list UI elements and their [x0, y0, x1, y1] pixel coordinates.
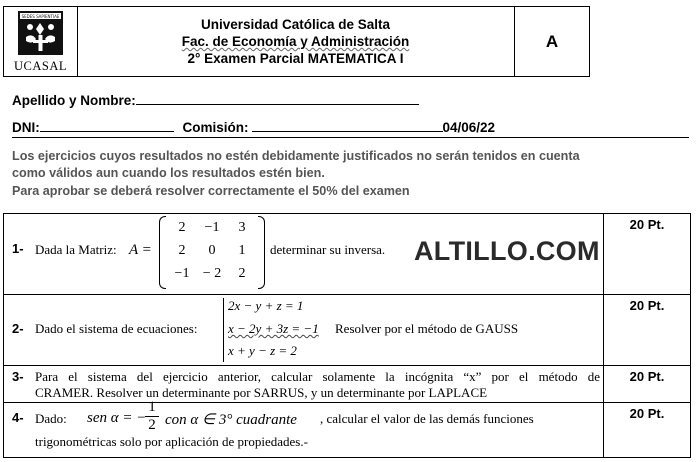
exercise-row	[4, 295, 691, 366]
matrix-bracket-right	[258, 216, 265, 289]
matrix-cell: 3	[238, 220, 246, 235]
matrix-A	[159, 214, 265, 289]
exam-date: 04/06/22	[442, 120, 496, 135]
instruction-line: Los ejercicios cuyos resultados no estén debidamente justificados no serán tenidos en cuenta	[12, 149, 580, 163]
exercise-points: 20 Pt.	[604, 366, 691, 403]
exam-header	[3, 6, 590, 77]
name-label: Apellido y Nombre:	[12, 93, 136, 108]
university-name: Universidad Católica de Salta	[200, 17, 391, 32]
exercise-1	[4, 214, 604, 295]
formula: sen α = −	[87, 410, 147, 426]
watermark: ALTILLO.COM	[414, 236, 600, 266]
matrix-cell: 2	[178, 243, 186, 258]
exercise-text: trigonométricas solo por aplicación de propiedades.-	[35, 434, 308, 449]
dni-row	[12, 119, 495, 135]
exercise-3	[4, 366, 604, 403]
exam-title: 2° Examen Parcial MATEMATICA I	[187, 51, 404, 66]
matrix-cell: 2	[238, 266, 246, 281]
instructions	[12, 148, 697, 200]
exercise-points: 20 Pt.	[604, 214, 691, 295]
dni-label: DNI:	[12, 120, 40, 135]
commission-field[interactable]	[252, 119, 443, 132]
exercise-text: determinar su inversa.	[270, 242, 386, 257]
exercise-row	[4, 366, 691, 403]
exercise-number: 1-	[12, 241, 24, 256]
exercise-2	[4, 295, 604, 366]
instruction-line: como válidos aun cuando los resultados estén bien.	[12, 166, 325, 180]
exercise-points: 20 Pt.	[604, 295, 691, 366]
matrix-bracket-left	[159, 216, 166, 289]
dni-field[interactable]	[40, 119, 174, 132]
matrix-cell: −1	[204, 220, 220, 235]
exercise-text: Dado el sistema de ecuaciones:	[35, 321, 198, 336]
matrix-cell: 0	[208, 243, 216, 258]
exercise-text: Dada la Matriz:	[35, 242, 117, 257]
shield-icon	[4, 7, 77, 63]
exercise-row	[4, 214, 691, 295]
divider	[12, 137, 689, 138]
name-field[interactable]	[136, 92, 419, 105]
exercise-text: CRAMER. Resolver un determinante por SARRUS, y un determinante por LAPLACE	[35, 385, 488, 400]
commission-label: Comisión:	[182, 120, 249, 135]
equation: x − 2y + 3z = −1	[228, 321, 319, 336]
exercise-text: Para el sistema del ejercicio anterior, calcular solamente la incógnita “x” por el método de	[35, 369, 600, 384]
exercise-row	[4, 403, 691, 458]
equation: x + y − z = 2	[228, 343, 297, 358]
logo-caption: UCASAL	[13, 59, 67, 73]
exercise-text: Resolver por el método de GAUSS	[335, 321, 519, 336]
exercise-number: 2-	[12, 321, 24, 336]
exercise-number: 4-	[12, 410, 24, 425]
exercise-text: Dado:	[35, 411, 67, 426]
exercise-number: 3-	[12, 369, 24, 384]
matrix-cell: −1	[174, 266, 190, 281]
university-logo	[4, 7, 78, 76]
fraction	[145, 399, 159, 434]
matrix-cell: − 2	[202, 266, 222, 281]
matrix-cell: 2	[178, 220, 186, 235]
exam-version: A	[545, 31, 559, 51]
system-brace	[223, 298, 224, 362]
fraction-numerator: 1	[145, 399, 159, 417]
equation: 2x − y + z = 1	[228, 298, 304, 313]
name-row	[12, 92, 419, 108]
matrix-cell: 1	[238, 243, 246, 258]
exercise-text: , calcular el valor de las demás funciones	[320, 411, 534, 426]
formula: con α ∈ 3° cuadrante	[165, 412, 297, 428]
faculty-name: Fac. de Economía y Administración	[181, 34, 410, 49]
instruction-line: Para aprobar se deberá resolver correctamente el 50% del examen	[12, 184, 410, 198]
header-titles	[77, 7, 515, 76]
exercise-4	[4, 399, 604, 458]
exercise-table	[3, 213, 691, 458]
matrix-name: A =	[129, 242, 152, 258]
svg-text:SEDES SAPIENTIAE: SEDES SAPIENTIAE	[21, 14, 60, 19]
fraction-denominator: 2	[148, 417, 156, 433]
exercise-points: 20 Pt.	[604, 403, 691, 458]
